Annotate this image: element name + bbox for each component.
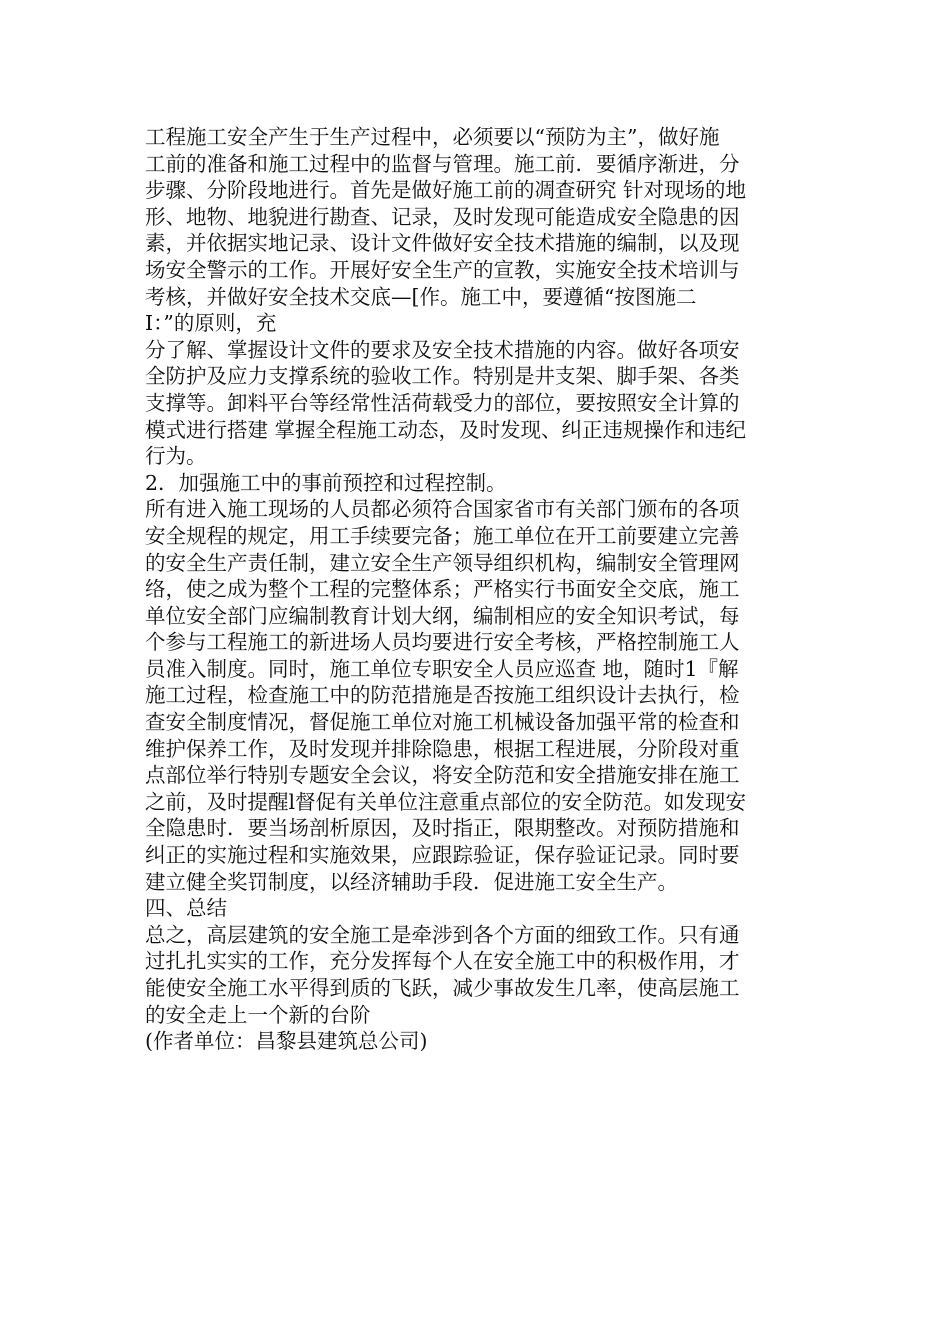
text-line: 建立健全奖罚制度，以经济辅助手段．促进施工安全生产。	[145, 869, 678, 894]
text-line: 查安全制度情况，督促施工单位对施工机械设备加强平常的检查和	[145, 710, 740, 735]
text-line: 员准入制度。同时，施工单位专职安全人员应巡查 地，随时1『解	[145, 656, 739, 681]
text-line: 全防护及应力支撑系统的验收工作。特别是井支架、脚手架、各类	[145, 364, 740, 389]
text-line: 能使安全施工水平得到质的飞跃，减少事故发生几率，使高层施工	[145, 976, 740, 1000]
text-line: 模式进行搭建 掌握全程施工动态，及时发现、纠正违规操作和违纪	[145, 417, 747, 442]
text-line: 总之，高层建筑的安全施工是牵涉到各个方面的细致工作。只有通	[145, 922, 740, 947]
text-line: 工程施工安全产生于生产过程中，必须要以“预防为主”，做好施	[145, 125, 720, 149]
text-line: 单位安全部门应编制教育计划大纲，编制相应的安全知识考试，每	[145, 603, 740, 628]
text-line: 之前，及时提醒l督促有关单位注意重点部位的安全防范。如发现安	[145, 789, 747, 814]
text-line: 形、地物、地貌进行勘查、记录，及时发现可能造成安全隐患的因	[145, 204, 740, 229]
text-line: 维护保养工作，及时发现并排除隐患，根据工程进展，分阶段对重	[145, 736, 740, 761]
text-line: 点部位举行特别专题安全会议，将安全防范和安全措施安排在施工	[145, 763, 740, 788]
section-heading: 四、总结	[145, 896, 227, 921]
text-line: 全隐患时．要当场剖析原因，及时指正，限期整改。对预防措施和	[145, 816, 740, 841]
text-line: 场安全警示的工作。开展好安全生产的宣教，实施安全技术培训与	[145, 257, 740, 282]
text-line: 步骤、分阶段地进行。首先是做好施工前的凋查研究 针对现场的地	[145, 178, 747, 203]
author-affiliation: (作者单位：昌黎县建筑总公司)	[145, 1029, 428, 1054]
text-line: 行为。	[145, 444, 207, 469]
text-line: 过扎扎实实的工作，充分发挥每个人在安全施工中的积极作用，才	[145, 949, 740, 974]
text-line: 的安全生产责任制，建立安全生产领导组织机构，编制安全管理网	[145, 550, 740, 575]
text-line: 工前的准备和施工过程中的监督与管理。施工前．要循序渐进，分	[145, 151, 740, 176]
text-line: 的安全走上一个新的台阶	[145, 1002, 371, 1027]
text-line: 施工过程，检查施工中的防范措施是否按施工组织设计去执行，检	[145, 683, 740, 708]
text-line: I：”的原则，充	[145, 311, 277, 336]
text-line: 分了解、掌握设计文件的要求及安全技术措施的内容。做好各项安	[145, 337, 740, 362]
text-line: 络，使之成为整个工程的完整体系；严格实行书面安全交底，施工	[145, 577, 740, 602]
text-line: 所有进入施工现场的人员都必须符合国家省市有关部门颁布的各项	[145, 497, 740, 522]
text-line: 个参与工程施工的新进场人员均要进行安全考核，严格控制施工人	[145, 630, 740, 655]
text-line: 纠正的实施过程和实施效果，应跟踪验证，保存验证记录。同时要	[145, 843, 740, 868]
document-body	[145, 124, 815, 1055]
text-line: 支撑等。卸料平台等经常性活荷载受力的部位，要按照安全计算的	[145, 390, 740, 415]
text-line: 安全规程的规定，用工手续要完备；施工单位在开工前要建立完善	[145, 523, 740, 548]
section-heading: 2．加强施工中的事前预控和过程控制。	[145, 470, 507, 495]
text-line: 素，并依据实地记录、设计文件做好安全技术措施的编制，以及现	[145, 231, 740, 256]
text-line: 考核，并做好安全技术交底—[作。施工中，要遵循“按图施二	[145, 284, 697, 309]
